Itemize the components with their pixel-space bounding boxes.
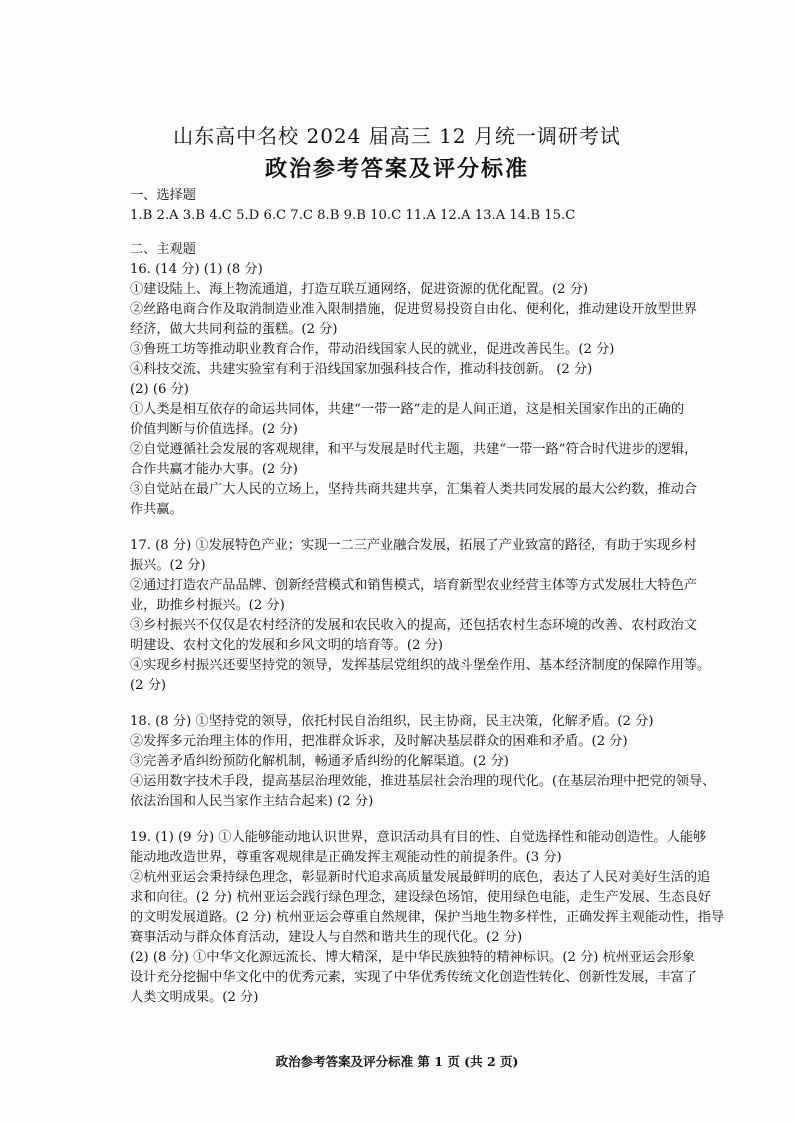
q18-line: ④运用数字技术手段，提高基层治理效能，推进基层社会治理的现代化。(在基层治理中把党的领导、 <box>130 774 716 789</box>
document-body <box>130 186 782 1008</box>
section-heading-subjective: 二、主观题 <box>130 242 196 257</box>
q18-line: ③完善矛盾纠纷预防化解机制，畅通矛盾纠纷的化解渠道。(2 分) <box>130 754 509 769</box>
q18-line: 依法治国和人民当家作主结合起来) (2 分) <box>130 794 374 809</box>
q16-line: 经济，做大共同利益的蛋糕。(2 分) <box>130 322 338 337</box>
q17-line: 业，助推乡村振兴。(2 分) <box>130 598 285 613</box>
question-18 <box>130 712 782 812</box>
q17-line: 17. (8 分) ①发展特色产业；实现一二三产业融合发展，拓展了产业致富的路径，有助于实现乡村 <box>130 538 697 553</box>
q16-line: ③自觉站在最广大人民的立场上，坚持共商共建共享，汇集着人类共同发展的最大公约数，推动合 <box>130 482 698 497</box>
q17-line: ②通过打造农产品品牌、创新经营模式和销售模式，培育新型农业经营主体等方式发展壮大特色产 <box>130 578 698 593</box>
q16-line: 作共赢。 <box>130 502 183 517</box>
q16-line: ④科技交流、共建实验室有利于沿线国家加强科技合作，推动科技创新。 (2 分) <box>130 362 593 377</box>
q17-line: ③乡村振兴不仅仅是农村经济的发展和农民收入的提高，还包括农村生态环境的改善、农村政治文 <box>130 618 698 633</box>
q18-line: ②发挥多元治理主体的作用，把准群众诉求，及时解决基层群众的困难和矛盾。(2 分) <box>130 734 628 749</box>
q19-line: 赛事活动与群众体育活动，建设人与自然和谐共生的现代化。(2 分) <box>130 930 523 945</box>
q16-line: ②丝路电商合作及取消制造业准入限制措施，促进贸易投资自由化、便利化，推动建设开放型世界 <box>130 302 698 317</box>
section-heading-choice: 一、选择题 <box>130 188 196 203</box>
q16-line: (2) (6 分) <box>130 382 189 397</box>
q17-line: 振兴。(2 分) <box>130 558 206 573</box>
q16-line: ②自觉遵循社会发展的客观规律，和平与发展是时代主题，共建“一带一路”符合时代进步的逻辑， <box>130 442 698 457</box>
page-footer: 政治参考答案及评分标准 第 1 页 (共 2 页) <box>275 1054 519 1069</box>
q16-line: 16. (14 分) (1) (8 分) <box>130 262 263 277</box>
q19-line: 求和向往。(2 分) 杭州亚运会践行绿色理念，建设绿色场馆，使用绿色电能，走生产发展、生态良好 <box>130 890 711 905</box>
q16-line: 价值判断与价值选择。(2 分) <box>130 422 298 437</box>
q19-line: 的文明发展道路。(2 分) 杭州亚运会尊重自然规律，保护当地生物多样性，正确发挥主观能动性，指导 <box>130 910 725 925</box>
q17-line: 明建设、农村文化的发展和乡风文明的培育等。(2 分) <box>130 638 443 653</box>
q18-line: 18. (8 分) ①坚持党的领导，依托村民自治组织，民主协商，民主决策，化解矛盾。(2 分) <box>130 714 654 729</box>
question-17 <box>130 536 782 696</box>
question-19 <box>130 828 782 1008</box>
q19-line: ②杭州亚运会秉持绿色理念，彰显新时代追求高质量发展最鲜明的底色，表达了人民对美好生活的追 <box>130 870 711 885</box>
q16-line: ③鲁班工坊等推动职业教育合作，带动沿线国家人民的就业，促进改善民生。(2 分) <box>130 342 615 357</box>
q17-line: ④实现乡村振兴还要坚持党的领导，发挥基层党组织的战斗堡垒作用、基本经济制度的保障作用等。 <box>130 658 711 673</box>
q19-line: 设计充分挖掘中华文化中的优秀元素，实现了中华优秀传统文化创造性转化、创新性发展，丰富了 <box>130 970 698 985</box>
question-16 <box>130 260 782 520</box>
q17-line: (2 分) <box>130 678 167 693</box>
exam-title: 山东高中名校 2024 届高三 12 月统一调研考试 <box>173 124 621 148</box>
q19-line: 人类文明成果。(2 分) <box>130 990 259 1005</box>
q19-line: (2) (8 分) ①中华文化源远流长、博大精深，是中华民族独特的精神标识。(2 分) 杭州亚运会形象 <box>130 950 695 965</box>
q19-line: 能动地改造世界，尊重客观规律是正确发挥主观能动性的前提条件。(3 分) <box>130 850 562 865</box>
choice-answers: 1.B 2.A 3.B 4.C 5.D 6.C 7.C 8.B 9.B 10.C 11.A 12.A 13.A 14.B 15.C <box>130 208 576 223</box>
q16-line: ①建设陆上、海上物流通道，打造互联互通网络，促进资源的优化配置。(2 分) <box>130 282 589 297</box>
q16-line: ①人类是相互依存的命运共同体，共建“一带一路”走的是人间正道，这是相关国家作出的正确的 <box>130 402 685 417</box>
q19-line: 19. (1) (9 分) ①人能够能动地认识世界，意识活动具有目的性、自觉选择性和能动创造性。人能够 <box>130 830 707 845</box>
document-subtitle: 政治参考答案及评分标准 <box>264 156 529 182</box>
q16-line: 合作共赢才能办大事。(2 分) <box>130 462 298 477</box>
